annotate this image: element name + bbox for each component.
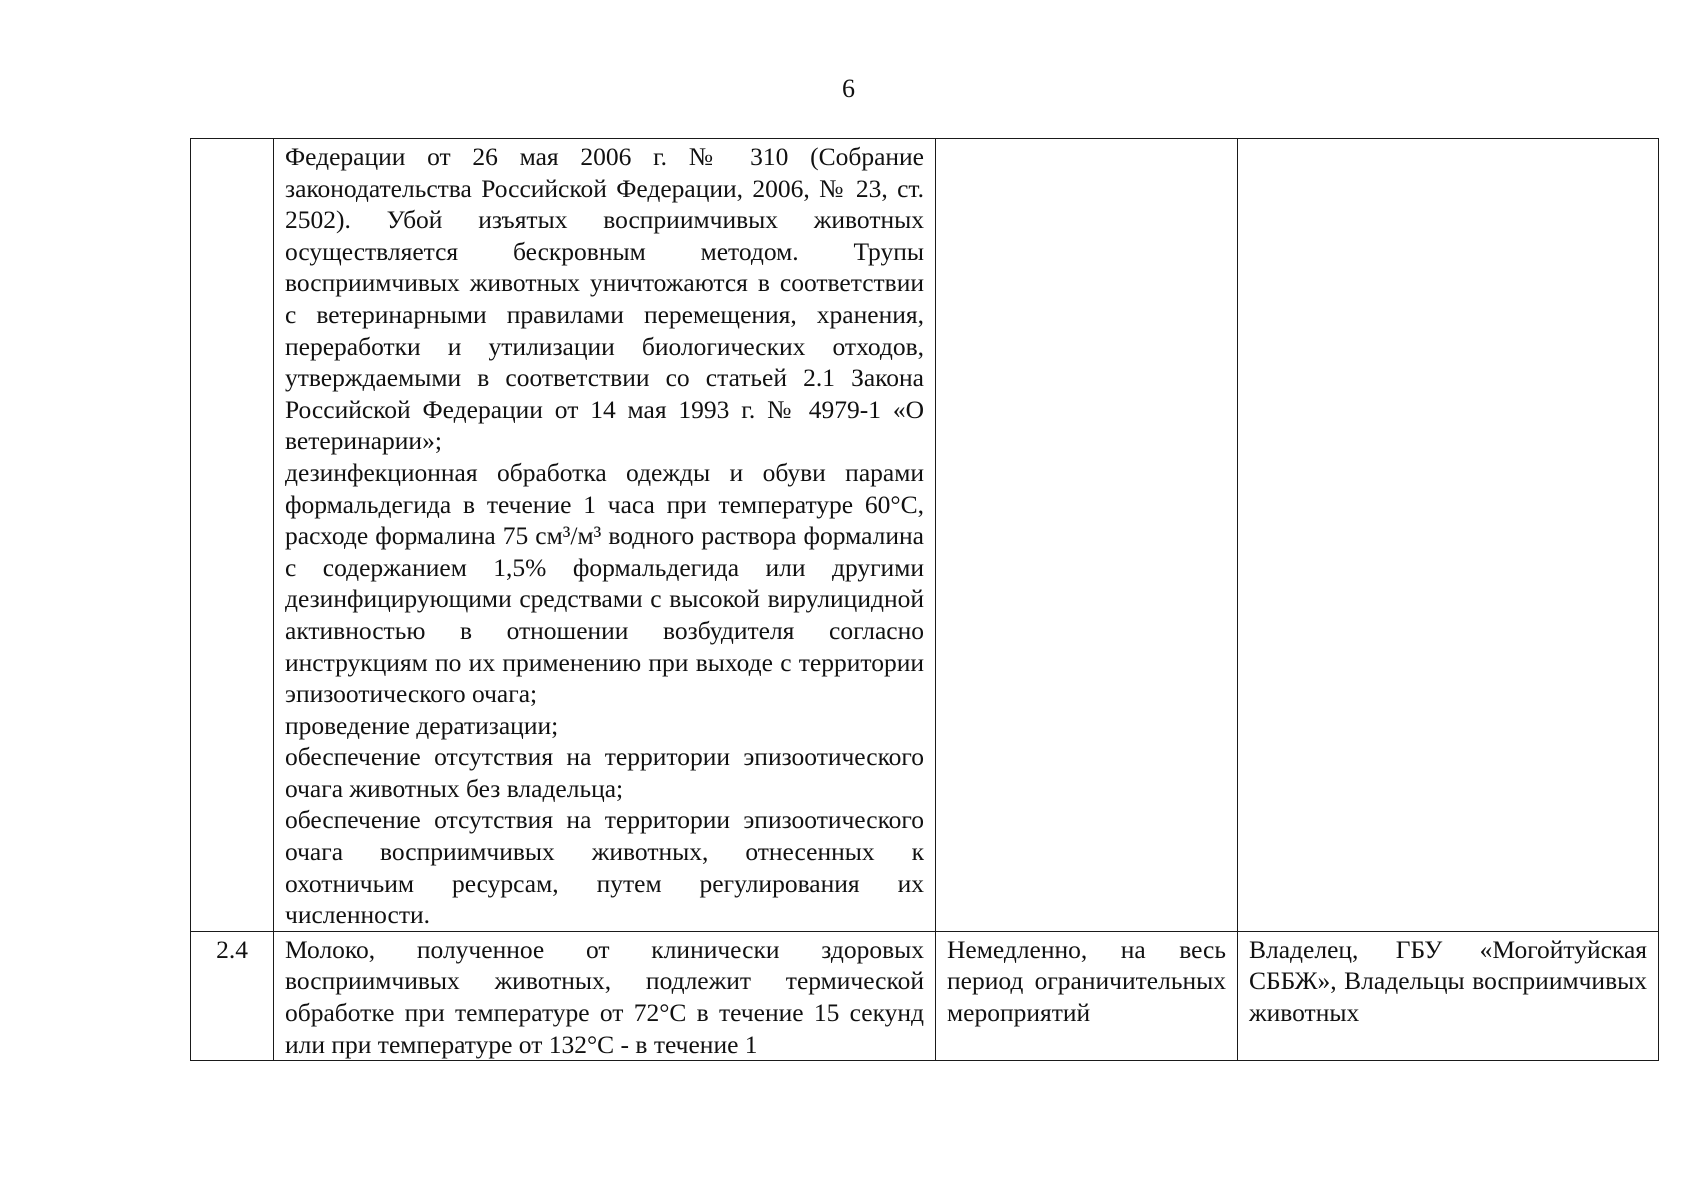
table-row [191,139,1659,932]
measure-paragraph: обеспечение отсутствия на территории эпизоотического очага восприимчивых животных, отнесенных к охотничьим ресурсам, путем регулирования их численности. [285,805,924,930]
row-number-cell: 2.4 [191,931,274,1060]
term-cell [936,931,1238,1060]
term-text: Немедленно, на весь период ограничительных мероприятий [947,934,1226,1028]
measures-table [190,138,1659,1061]
responsible-cell [1238,931,1659,1060]
term-cell [936,139,1238,932]
measure-paragraph: проведение дератизации; [285,710,559,740]
measures-cell [274,139,936,932]
measure-paragraph: дезинфекционная обработка одежды и обуви парами формальдегида в течение 1 часа при температуре 60°С, расходе формалина 75 см³/м³ водного раствора формалина с содержанием 1,5% формальдегида или другими дезинфицирующими средствами с высокой вирулицидной активностью в отношении возбудителя согласно инструкциям по их применению при выходе с территории эпизоотического очага; [285,457,924,709]
measure-paragraph: Федерации от 26 мая 2006 г. № 310 (Собрание законодательства Российской Федерации, 2006, № 23, ст. 2502). Убой изъятых восприимчивых животных осуществляется бескровным методом. Трупы восприимчивых животных уничтожаются в соответствии с ветеринарными правилами перемещения, хранения, переработки и утилизации биологических отходов, утверждаемыми в соответствии со статьей 2.1 Закона Российской Федерации от 14 мая 1993 г. № 4979-1 «О ветеринарии»; [285,142,924,456]
measure-paragraph: Молоко, полученное от клинически здоровых восприимчивых животных, подлежит термической обработке при температуре от 72°С в течение 15 секунд или при температуре от 132°С - в течение 1 [285,934,924,1059]
responsible-text: Владелец, ГБУ «Могойтуйская СББЖ», Владельцы восприимчивых животных [1249,934,1647,1028]
responsible-cell [1238,139,1659,932]
page-number: 6 [842,74,855,103]
measure-paragraph: обеспечение отсутствия на территории эпизоотического очага животных без владельца; [285,742,924,803]
table-row [191,931,1659,1060]
measures-cell [274,931,936,1060]
row-number-cell [191,139,274,932]
